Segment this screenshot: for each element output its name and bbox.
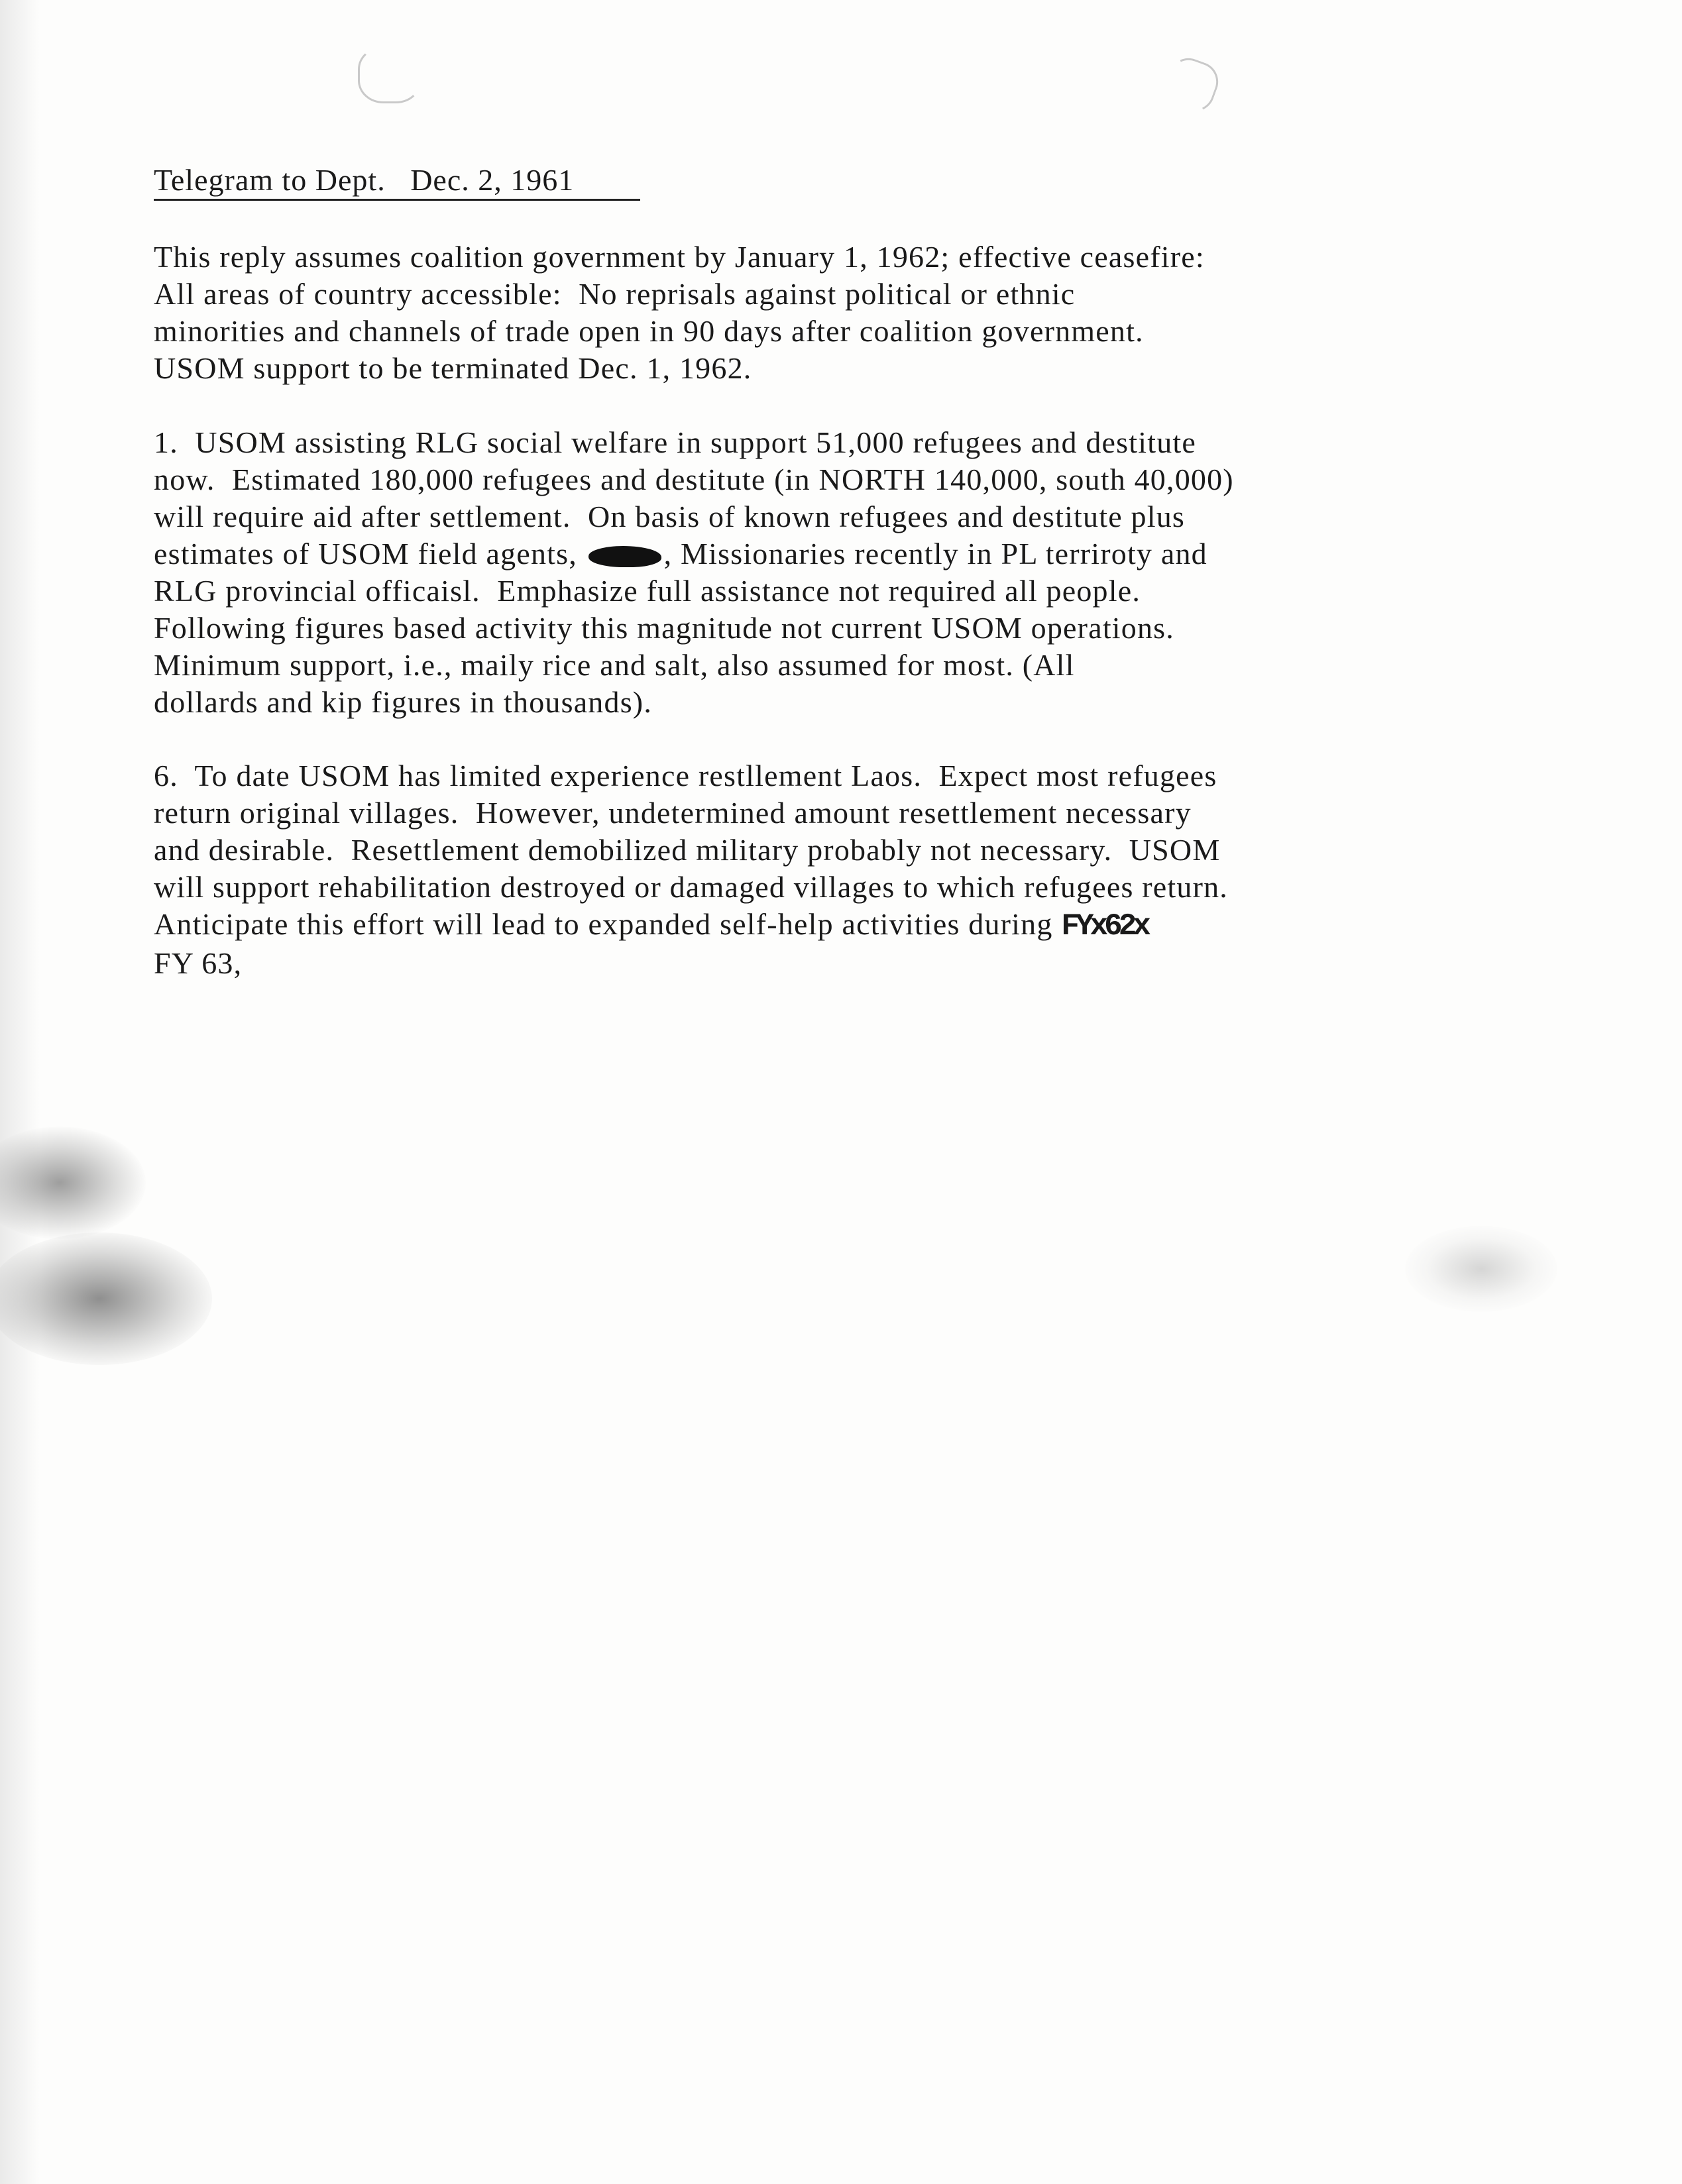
text-line: This reply assumes coalition government by January 1, 1962; effective ceasefire: [154,240,1205,274]
text-line: Following figures based activity this magnitude not current USOM operations. [154,611,1174,645]
telegram-heading: Telegram to Dept. Dec. 2, 1961 [154,162,640,201]
text-segment: estimates of USOM field agents, [154,537,586,571]
staple-mark [358,46,421,103]
text-segment: , Missionaries recently in PL terriroty and [663,537,1207,571]
paragraph-1 [154,424,1234,721]
paragraph-6 [154,757,1228,982]
text-line: dollards and kip figures in thousands). [154,685,653,719]
text-line: will require aid after settlement. On basis of known refugees and destitute plus [154,500,1186,533]
telegram-body [154,162,1552,980]
text-segment: Anticipate this effort will lead to expanded self-help activities during [154,907,1062,941]
scan-edge-shadow [0,0,40,2184]
text-line: RLG provincial officaisl. Emphasize full assistance not required all people. [154,574,1141,608]
text-line [154,535,1234,573]
text-line: return original villages. However, undetermined amount resettlement necessary [154,796,1192,830]
staple-mark [1159,52,1223,117]
text-line: All areas of country accessible: No reprisals against political or ethnic [154,277,1076,311]
text-line: 1. USOM assisting RLG social welfare in support 51,000 refugees and destitute [154,425,1197,459]
scan-smudge [1405,1226,1557,1312]
text-line: 6. To date USOM has limited experience restllement Laos. Expect most refugees [154,759,1217,792]
text-line: USOM support to be terminated Dec. 1, 1962. [154,351,752,385]
struck-out-text: FYx62x [1061,909,1147,944]
text-line: and desirable. Resettlement demobilized military probably not necessary. USOM [154,833,1221,867]
text-line: minorities and channels of trade open in 90 days after coalition government. [154,314,1144,348]
text-line: now. Estimated 180,000 refugees and destitute (in NORTH 140,000, south 40,000) [154,463,1234,496]
text-line: FY 63, [154,946,243,980]
text-line [154,906,1228,945]
text-line: Minimum support, i.e., maily rice and salt, also assumed for most. (All [154,648,1075,682]
redaction-mark [589,546,661,567]
text-line: will support rehabilitation destroyed or damaged villages to which refugees return. [154,870,1228,904]
intro-paragraph [154,239,1205,387]
